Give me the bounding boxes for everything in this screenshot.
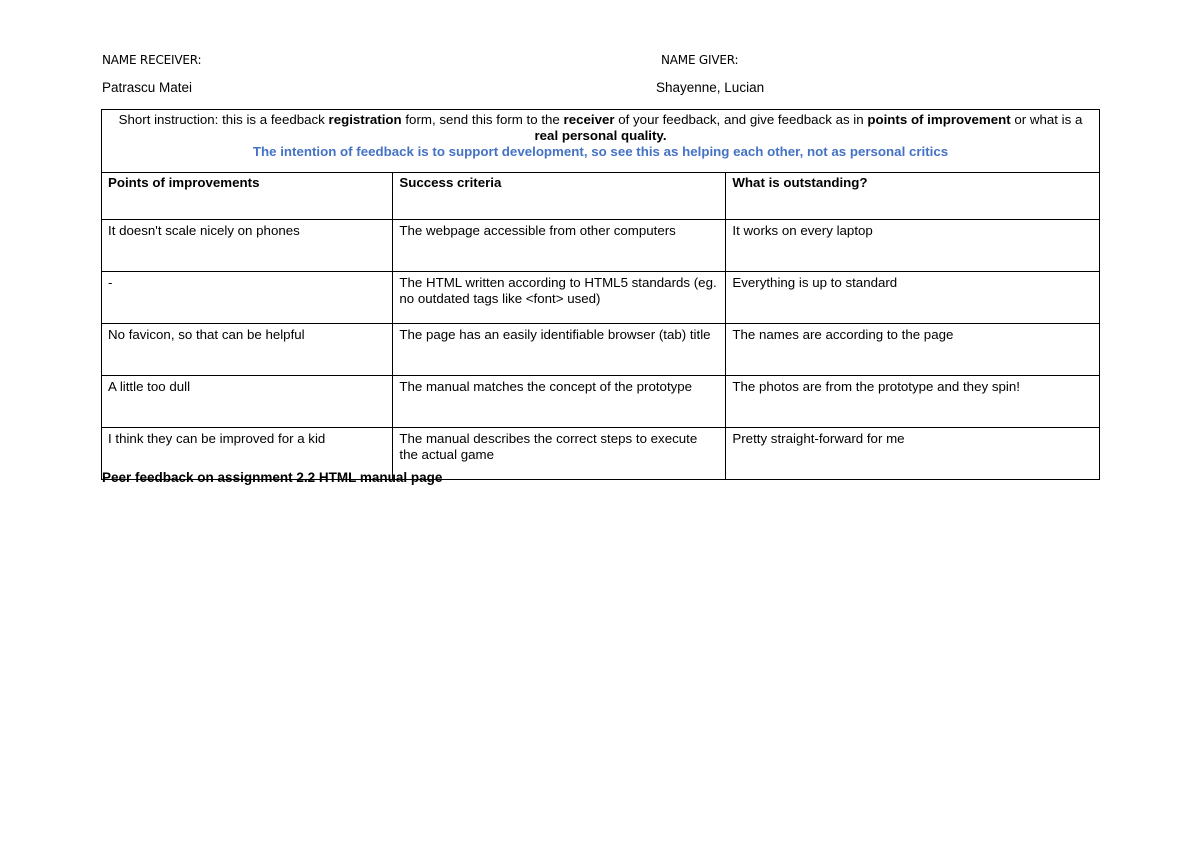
- giver-label: NAME GIVER:: [661, 53, 739, 67]
- improvement-cell: -: [102, 272, 393, 324]
- table-row: [102, 324, 1100, 376]
- column-header-improvements: Points of improvements: [102, 173, 393, 220]
- giver-name: Shayenne, Lucian: [656, 80, 765, 95]
- table-row: [102, 376, 1100, 428]
- instruction-row: [102, 110, 1100, 173]
- improvement-cell: I think they can be improved for a kid: [102, 428, 393, 480]
- instruction-emphasis: receiver: [563, 112, 615, 127]
- feedback-table: [101, 109, 1100, 480]
- criteria-cell: The manual matches the concept of the prototype: [393, 376, 726, 428]
- column-header-row: [102, 173, 1100, 220]
- instruction-emphasis: registration: [328, 112, 402, 127]
- intention-note: The intention of feedback is to support development, so see this as helping each other, not as personal critics: [252, 144, 949, 159]
- criteria-cell: The page has an easily identifiable browser (tab) title: [393, 324, 726, 376]
- outstanding-cell: It works on every laptop: [726, 220, 1100, 272]
- outstanding-cell: Pretty straight-forward for me: [726, 428, 1100, 480]
- improvement-cell: It doesn't scale nicely on phones: [102, 220, 393, 272]
- instruction-text: Short instruction: this is a feedback: [118, 112, 329, 127]
- criteria-cell: The manual describes the correct steps to execute the actual game: [393, 428, 726, 480]
- outstanding-cell: The names are according to the page: [726, 324, 1100, 376]
- receiver-name: Patrascu Matei: [102, 80, 193, 95]
- table-row: [102, 220, 1100, 272]
- instruction-cell: [102, 110, 1100, 173]
- document-caption: Peer feedback on assignment 2.2 HTML manual page: [102, 470, 443, 485]
- instruction-emphasis: real personal quality.: [534, 128, 667, 143]
- column-header-criteria: Success criteria: [393, 173, 726, 220]
- outstanding-cell: The photos are from the prototype and they spin!: [726, 376, 1100, 428]
- instruction-text: or what is a: [1010, 112, 1083, 127]
- improvement-cell: No favicon, so that can be helpful: [102, 324, 393, 376]
- instruction-text: form, send this form to the: [401, 112, 564, 127]
- criteria-cell: The HTML written according to HTML5 standards (eg. no outdated tags like <font> used): [393, 272, 726, 324]
- improvement-cell: A little too dull: [102, 376, 393, 428]
- criteria-cell: The webpage accessible from other computers: [393, 220, 726, 272]
- outstanding-cell: Everything is up to standard: [726, 272, 1100, 324]
- table-row: [102, 272, 1100, 324]
- instruction-text: of your feedback, and give feedback as in: [614, 112, 868, 127]
- receiver-label: NAME RECEIVER:: [102, 53, 202, 67]
- instruction-emphasis: points of improvement: [867, 112, 1011, 127]
- column-header-outstanding: What is outstanding?: [726, 173, 1100, 220]
